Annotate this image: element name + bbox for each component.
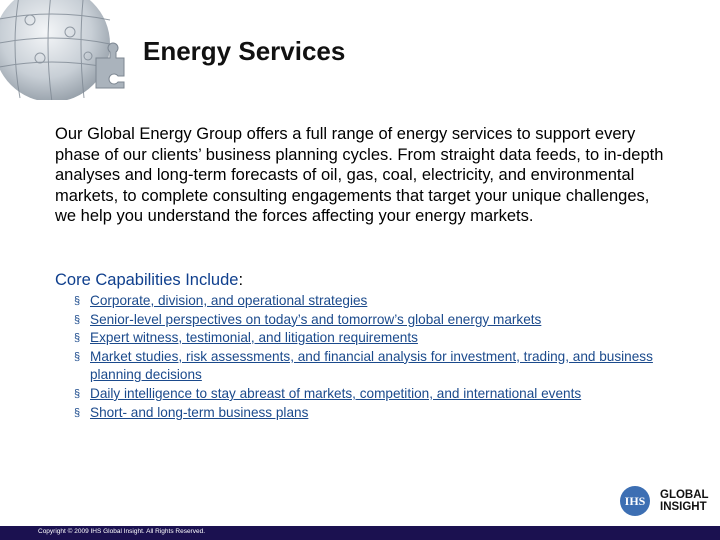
capability-link[interactable]: Corporate, division, and operational strategies	[90, 293, 368, 308]
global-insight-wordmark	[660, 489, 709, 513]
capability-item[interactable]	[74, 311, 694, 330]
bullet-icon: §	[74, 350, 81, 363]
capability-item[interactable]	[74, 404, 694, 423]
bullet-icon: §	[74, 295, 81, 307]
capability-item[interactable]	[74, 329, 694, 348]
ihs-global-insight-logo	[620, 486, 716, 522]
core-capabilities-heading-colon: :	[238, 271, 244, 289]
capability-link[interactable]: Market studies, risk assessments, and financial analysis for investment, trading, and business planning decisions	[90, 348, 653, 383]
footer-bar	[0, 526, 720, 540]
capabilities-list	[74, 292, 694, 422]
page-title: Energy Services	[143, 36, 346, 66]
bullet-icon: §	[74, 313, 81, 326]
capability-link[interactable]: Short- and long-term business plans	[90, 404, 309, 420]
capability-link[interactable]: Expert witness, testimonial, and litigation requirements	[90, 330, 418, 346]
logo-line-insight: INSIGHT	[660, 501, 707, 513]
bullet-icon: §	[74, 332, 81, 345]
capability-link[interactable]: Daily intelligence to stay abreast of markets, competition, and international events	[90, 385, 582, 401]
capability-item[interactable]	[74, 348, 694, 385]
logo-line-global: GLOBAL	[660, 489, 709, 501]
ihs-logo-mark: IHS	[620, 486, 650, 516]
bullet-icon: §	[74, 406, 81, 419]
bullet-icon: §	[74, 387, 81, 400]
capability-link[interactable]: Senior-level perspectives on today’s and tomorrow’s global energy markets	[90, 311, 542, 327]
core-capabilities-heading-text: Core Capabilities Include	[55, 271, 239, 289]
copyright-text: Copyright © 2009 IHS Global Insight. All Rights Reserved.	[38, 528, 206, 535]
capability-item[interactable]	[74, 292, 694, 311]
puzzle-globe-icon	[0, 0, 128, 100]
core-capabilities-heading	[55, 271, 243, 290]
capability-item[interactable]	[74, 385, 694, 404]
intro-paragraph: Our Global Energy Group offers a full range of energy services to support every phase of our clients’ business planning cycles. From straight data feeds, to in-depth analyses and long-term forecasts of oil, gas, coal, electricity, and environmental markets, to complete consulting engagements that target your unique challenges, we help you understand the forces affecting your energy markets.	[55, 125, 664, 226]
